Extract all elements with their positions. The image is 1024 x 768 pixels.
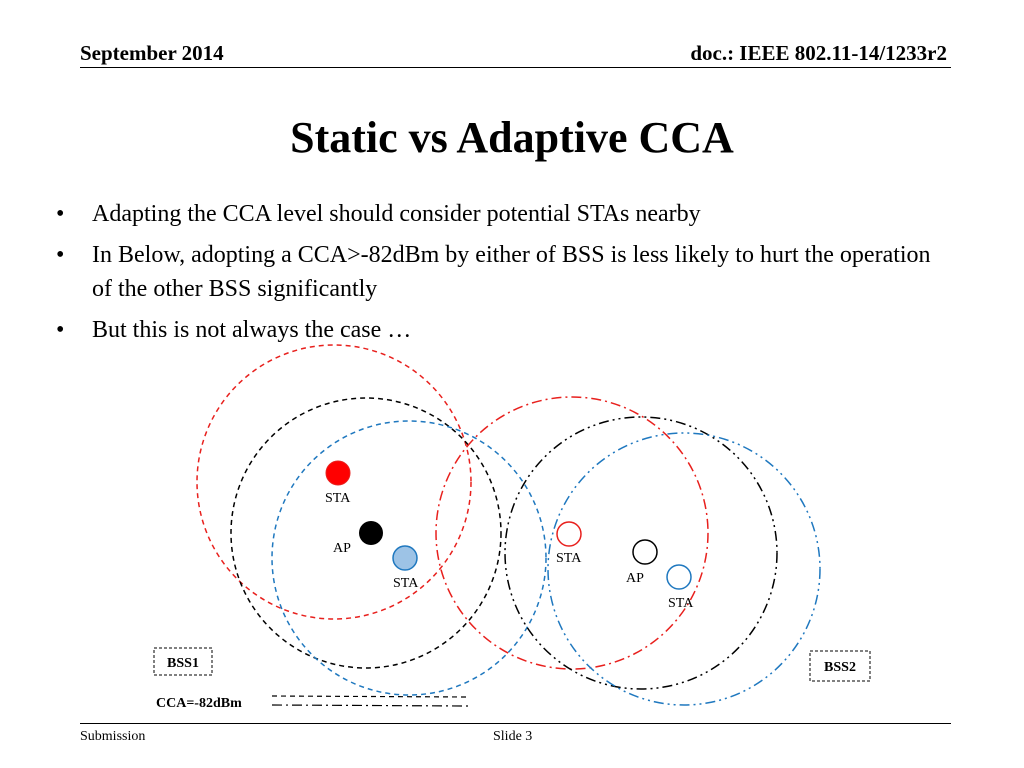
label-sta-red-left: STA: [325, 491, 351, 506]
label-sta-blue-left: STA: [393, 576, 419, 591]
legend-dashed-line: [272, 696, 468, 697]
footer-slide-number: Slide 3: [493, 729, 533, 744]
header-date: September 2014: [80, 41, 224, 65]
sta-node-red-filled: [326, 461, 350, 485]
header-doc-id: doc.: IEEE 802.11-14/1233r2: [690, 41, 947, 65]
slide-title: Static vs Adaptive CCA: [290, 113, 734, 162]
label-ap-left: AP: [333, 541, 351, 556]
sta-node-blue-hollow: [667, 565, 691, 589]
label-sta-blue-right: STA: [668, 596, 694, 611]
bullet-marker: •: [56, 201, 65, 227]
bullet-text: But this is not always the case …: [92, 317, 412, 343]
bullet-text: Adapting the CCA level should consider potential STAs nearby: [92, 201, 701, 227]
label-sta-red-right: STA: [556, 551, 582, 566]
bullet-text: In Below, adopting a CCA>-82dBm by either of BSS is less likely to hurt the operation of the other BSS significantly: [92, 242, 931, 302]
legend-label: CCA=-82dBm: [156, 696, 242, 711]
bullet-marker: •: [56, 242, 65, 268]
footer-divider: [80, 723, 951, 724]
sta-node-blue-filled: [393, 546, 417, 570]
bss1-label: BSS1: [167, 656, 199, 671]
footer-submission: Submission: [80, 729, 146, 744]
bullet-marker: •: [56, 317, 65, 343]
sta-node-red-hollow: [557, 522, 581, 546]
label-ap-right: AP: [626, 571, 644, 586]
legend-dashdot-line: [272, 705, 468, 706]
ap-node-black-filled: [359, 521, 383, 545]
ap-node-black-hollow: [633, 540, 657, 564]
bss2-label: BSS2: [824, 660, 856, 675]
